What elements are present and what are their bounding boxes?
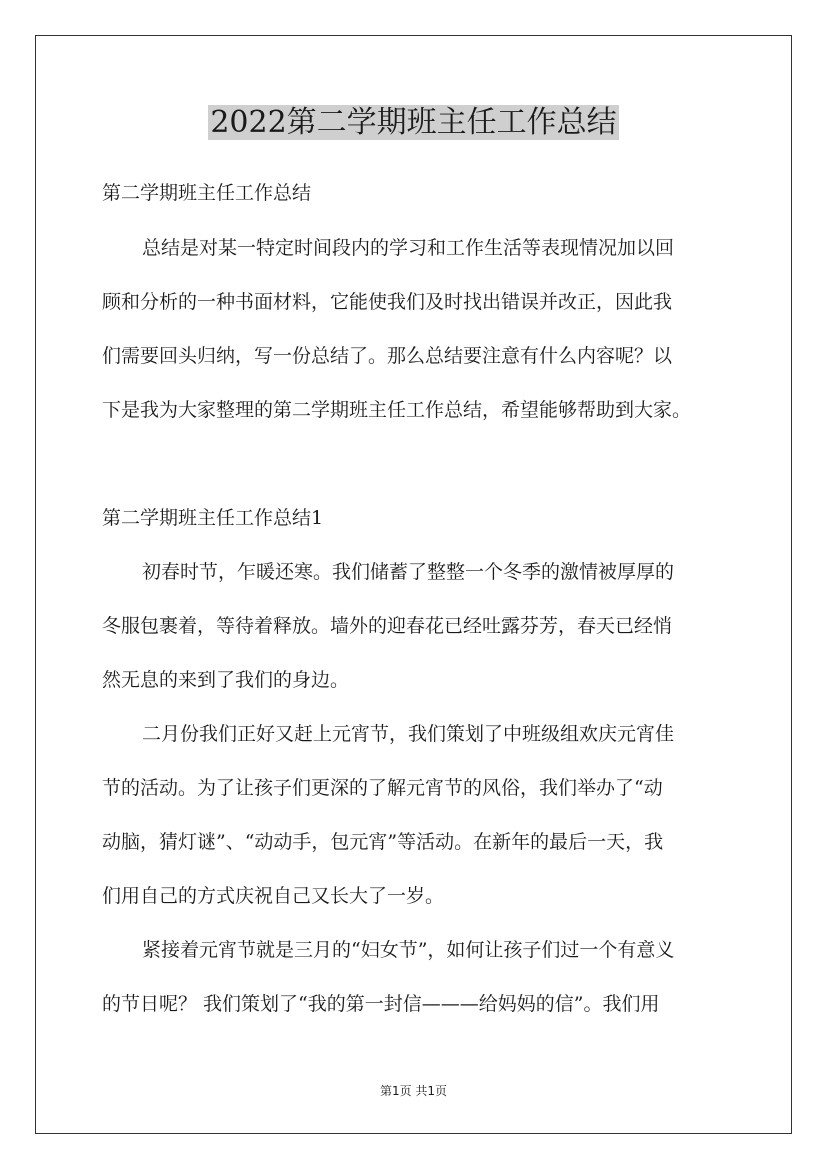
section-heading: 第二学期班主任工作总结1	[102, 507, 324, 529]
paragraph-line: 节的活动。为了让孩子们更深的了解元宵节的风俗，我们举办了“动	[102, 777, 663, 799]
paragraph-line: 初春时节，乍暖还寒。我们储蓄了整整一个冬季的激情被厚厚的	[142, 561, 675, 583]
paragraph-line: 然无息的来到了我们的身边。	[102, 669, 350, 691]
subtitle-line: 第二学期班主任工作总结	[102, 182, 312, 204]
paragraph-line: 二月份我们正好又赶上元宵节，我们策划了中班级组欢庆元宵佳	[142, 723, 675, 745]
paragraph-line: 们用自己的方式庆祝自己又长大了一岁。	[102, 885, 445, 907]
paragraph-line: 紧接着元宵节就是三月的“妇女节”，如何让孩子们过一个有意义	[142, 939, 675, 961]
paragraph-line: 冬服包裹着，等待着释放。墙外的迎春花已经吐露芬芳，春天已经悄	[102, 615, 673, 637]
paragraph-line: 们需要回头归纳，写一份总结了。那么总结要注意有什么内容呢？以	[102, 345, 673, 367]
document-title-text: 2022第二学期班主任工作总结	[210, 105, 617, 140]
page-footer: 第1页 共1页	[379, 1084, 448, 1098]
paragraph-line: 的节日呢？ 我们策划了“我的第一封信———给妈妈的信”。我们用	[102, 993, 660, 1015]
paragraph-line: 动脑，猜灯谜”、“动动手，包元宵”等活动。在新年的最后一天，我	[102, 831, 664, 853]
paragraph-line: 总结是对某一特定时间段内的学习和工作生活等表现情况加以回	[142, 237, 675, 259]
document-title	[0, 99, 827, 147]
paragraph-line: 顾和分析的一种书面材料，它能使我们及时找出错误并改正，因此我	[102, 291, 673, 313]
paragraph-line: 下是我为大家整理的第二学期班主任工作总结，希望能够帮助到大家。	[102, 399, 692, 421]
